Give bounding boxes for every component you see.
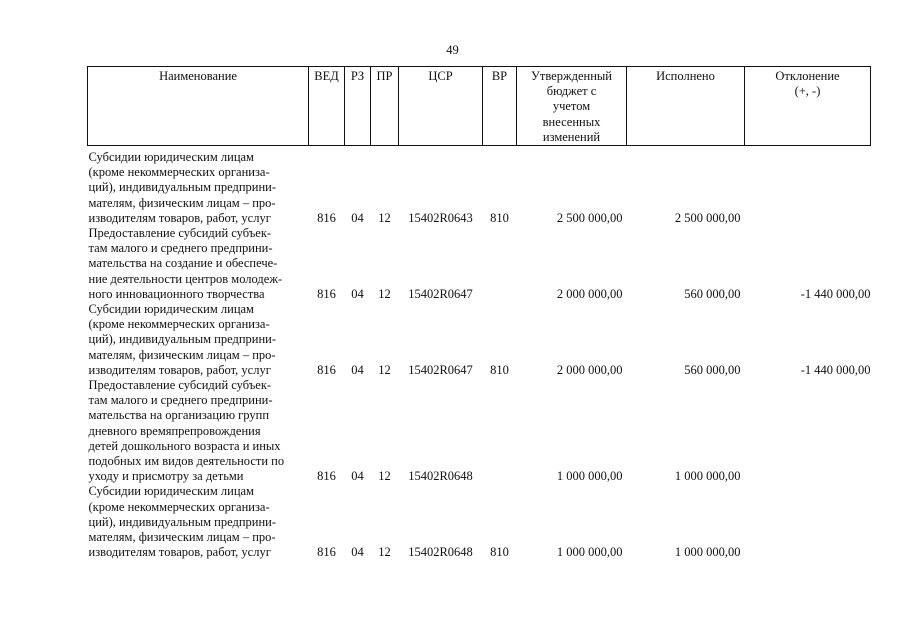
row-vr: 810 (490, 545, 509, 560)
row-pr: 12 (378, 210, 391, 225)
row-name: Предоставление субсидий субъек- там малого и среднего предприни- мательства на организацию групп дневного времяпрепровождения детей дошкольного возраста и иных подобных им видов деятельности по уходу и присмотру за детьми (88, 378, 285, 484)
row-approved: 1 000 000,00 (556, 545, 623, 560)
row-deviation (745, 484, 871, 560)
header-pr: ПР (371, 67, 399, 146)
row-name: Субсидии юридическим лицам (кроме некоммерческих организа- ций), индивидуальным предприни- мателям, физическим лицам – про- изводителям товаров, работ, услуг (88, 150, 277, 225)
row-approved: 1 000 000,00 (556, 469, 623, 484)
header-name: Наименование (88, 67, 309, 146)
header-csr: ЦСР (399, 67, 483, 146)
header-approved: Утвержденный бюджет с учетом внесенных изменений (517, 67, 627, 146)
table-row (88, 484, 871, 560)
row-name: Субсидии юридическим лицам (кроме некоммерческих организа- ций), индивидуальным предприни- мателям, физическим лицам – про- изводителям товаров, работ, услуг (88, 302, 277, 377)
row-rz: 04 (351, 469, 364, 484)
row-deviation (745, 146, 871, 227)
row-executed: 1 000 000,00 (674, 545, 741, 560)
table-row (88, 226, 871, 302)
row-csr: 15402R0647 (408, 362, 473, 377)
row-name: Предоставление субсидий субъек- там малого и среднего предприни- мательства на создание и обеспече- ние деятельности центров молодеж- ного инновационного творчества (88, 226, 283, 301)
row-ved: 816 (317, 469, 336, 484)
header-rz: РЗ (345, 67, 371, 146)
row-csr: 15402R0648 (408, 545, 473, 560)
row-vr: 810 (490, 362, 509, 377)
header-deviation: Отклонение (+, -) (745, 67, 871, 146)
row-vr (483, 378, 517, 484)
row-deviation (745, 378, 871, 484)
row-pr: 12 (378, 545, 391, 560)
row-csr: 15402R0647 (408, 286, 473, 301)
row-rz: 04 (351, 545, 364, 560)
row-ved: 816 (317, 362, 336, 377)
header-row (88, 67, 871, 146)
row-csr: 15402R0648 (408, 469, 473, 484)
row-executed: 1 000 000,00 (674, 469, 741, 484)
row-ved: 816 (317, 210, 336, 225)
table-row (88, 146, 871, 227)
table-row (88, 378, 871, 484)
budget-table (87, 66, 871, 561)
row-approved: 2 500 000,00 (556, 210, 623, 225)
page-number: 49 (446, 43, 459, 57)
row-name: Субсидии юридическим лицам (кроме некоммерческих организа- ций), индивидуальным предприни- мателям, физическим лицам – про- изводителям товаров, работ, услуг (88, 484, 277, 560)
header-executed: Исполнено (627, 67, 745, 146)
row-executed: 560 000,00 (684, 286, 741, 301)
row-pr: 12 (378, 286, 391, 301)
row-ved: 816 (317, 545, 336, 560)
row-pr: 12 (378, 362, 391, 377)
row-rz: 04 (351, 210, 364, 225)
row-rz: 04 (351, 362, 364, 377)
row-ved: 816 (317, 286, 336, 301)
row-csr: 15402R0643 (408, 210, 473, 225)
row-executed: 560 000,00 (684, 362, 741, 377)
table-row (88, 302, 871, 378)
row-approved: 2 000 000,00 (556, 286, 623, 301)
row-vr (483, 226, 517, 302)
row-deviation: -1 440 000,00 (800, 362, 871, 377)
row-pr: 12 (378, 469, 391, 484)
row-approved: 2 000 000,00 (556, 362, 623, 377)
header-vr: ВР (483, 67, 517, 146)
row-vr: 810 (490, 210, 509, 225)
row-executed: 2 500 000,00 (674, 210, 741, 225)
row-deviation: -1 440 000,00 (800, 286, 871, 301)
header-ved: ВЕД (309, 67, 345, 146)
row-rz: 04 (351, 286, 364, 301)
